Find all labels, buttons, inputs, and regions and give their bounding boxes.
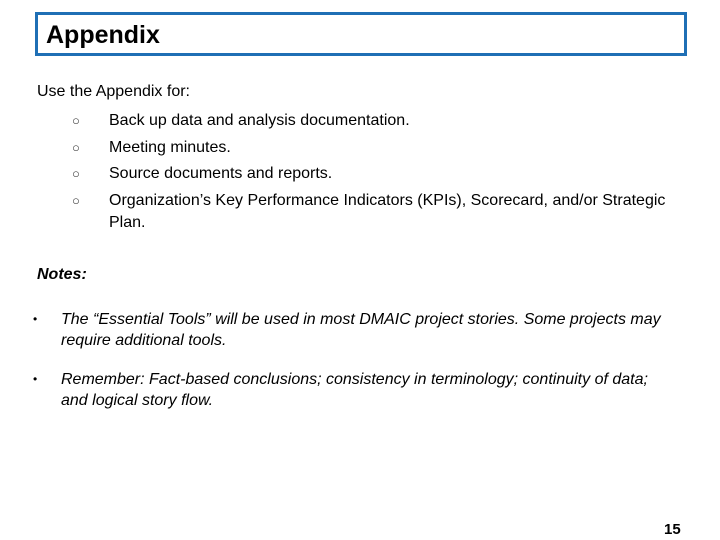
dot-bullet-icon: •	[33, 372, 38, 386]
list-item-text: Back up data and analysis documentation.	[109, 112, 410, 129]
title-box	[35, 12, 687, 56]
slide-title: Appendix	[46, 21, 160, 49]
notes-heading: Notes:	[37, 266, 87, 283]
hollow-bullet-icon: ○	[72, 166, 80, 181]
note-item	[30, 309, 670, 351]
page-number: 15	[664, 521, 681, 538]
notes-list	[30, 309, 670, 429]
dot-bullet-icon: •	[33, 312, 38, 326]
list-item-text: Organization’s Key Performance Indicators (KPIs), Scorecard, and/or Strategic Plan.	[109, 191, 666, 231]
intro-text: Use the Appendix for:	[37, 83, 190, 100]
note-text: Remember: Fact-based conclusions; consistency in terminology; continuity of data; and logical story flow.	[61, 371, 648, 409]
appendix-list	[72, 110, 682, 238]
list-item	[72, 137, 682, 159]
list-item	[72, 190, 682, 234]
list-item-text: Meeting minutes.	[109, 138, 231, 156]
note-text: The “Essential Tools” will be used in most DMAIC project stories. Some projects may require additional tools.	[61, 311, 661, 349]
list-item	[72, 163, 682, 185]
note-item	[30, 369, 670, 411]
hollow-bullet-icon: ○	[72, 113, 80, 128]
list-item-text: Source documents and reports.	[109, 165, 333, 182]
list-item	[72, 110, 682, 132]
hollow-bullet-icon: ○	[72, 139, 80, 155]
hollow-bullet-icon: ○	[72, 192, 80, 208]
